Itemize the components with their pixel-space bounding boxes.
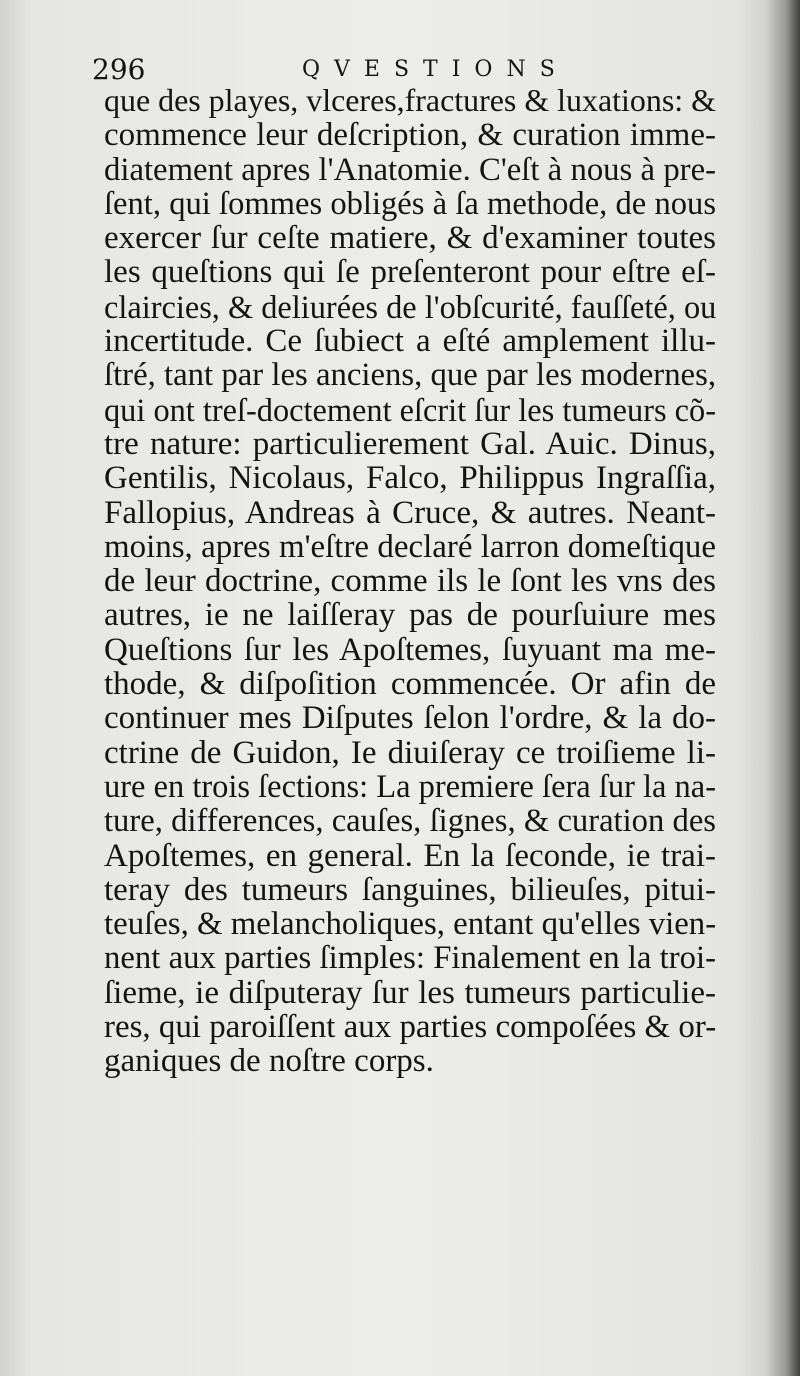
text-line: ſent, qui ſommes obligés à ſa methode, de nous [104,185,716,222]
text-line: ſieme, ie diſputeray ſur les tumeurs particulie- [104,974,716,1011]
text-line: Queſtions ſur les Apoſtemes, ſuyuant ma me- [104,631,716,668]
text-line: Apoſtemes, en general. En la ſeconde, ie trai- [104,837,716,874]
page-number: 296 [92,53,146,86]
text-line: diatement apres l'Anatomie. C'eſt à nous à pre- [104,151,716,188]
text-line: de leur doctrine, comme ils le ſont les vns des [104,563,716,600]
text-line: qui ont treſ-doctement eſcrit ſur les tumeurs cõ- [104,391,716,428]
text-line: les queſtions qui ſe preſenteront pour eſtre eſ- [104,254,716,291]
text-line: ure en trois ſections: La premiere ſera ſur la na- [104,768,716,805]
page-gutter-shadow [766,0,800,1376]
text-line: incertitude. Ce ſubiect a eſté amplement illu- [104,323,716,360]
text-line: Gentilis, Nicolaus, Falco, Philippus Ingraſſia, [104,460,716,497]
text-line: ſtré, tant par les anciens, que par les modernes, [104,357,716,394]
text-line: Fallopius, Andreas à Cruce, & autres. Neant- [104,494,716,531]
text-line: claircies, & deliurées de l'obſcurité, fauſſeté, ou [104,288,717,325]
text-line: exercer ſur ceſte matiere, & d'examiner toutes [104,220,716,257]
text-line: nent aux parties ſimples: Finalement en la troi- [104,940,716,977]
body-text [104,84,716,1079]
running-head: QVESTIONS [302,57,569,82]
text-line: teuſes, & melancholiques, entant qu'elles vien- [104,906,717,943]
text-line: res, qui paroiſſent aux parties compoſées & or- [104,1009,717,1046]
text-line: moins, apres m'eſtre declaré larron domeſtique [104,528,716,565]
text-line: que des playes, vlceres,fractures & luxations: & [104,83,716,118]
text-line: thode, & diſpoſition commencée. Or afin de [104,666,716,703]
text-line: commence leur deſcription, & curation imme- [104,117,716,154]
text-line: ganiques de noſtre corps. [104,1043,434,1080]
text-line: teray des tumeurs ſanguines, bilieuſes, pitui- [104,871,716,908]
text-line: autres, ie ne laiſſeray pas de pourſuiure mes [104,597,716,634]
text-line: continuer mes Diſputes ſelon l'ordre, & la do- [104,700,716,737]
text-line: tre nature: particulierement Gal. Auic. Dinus, [104,425,716,462]
text-line: ture, differences, cauſes, ſignes, & curation des [104,803,716,840]
text-line: ctrine de Guidon, Ie diuiſeray ce troiſieme li- [104,734,716,771]
